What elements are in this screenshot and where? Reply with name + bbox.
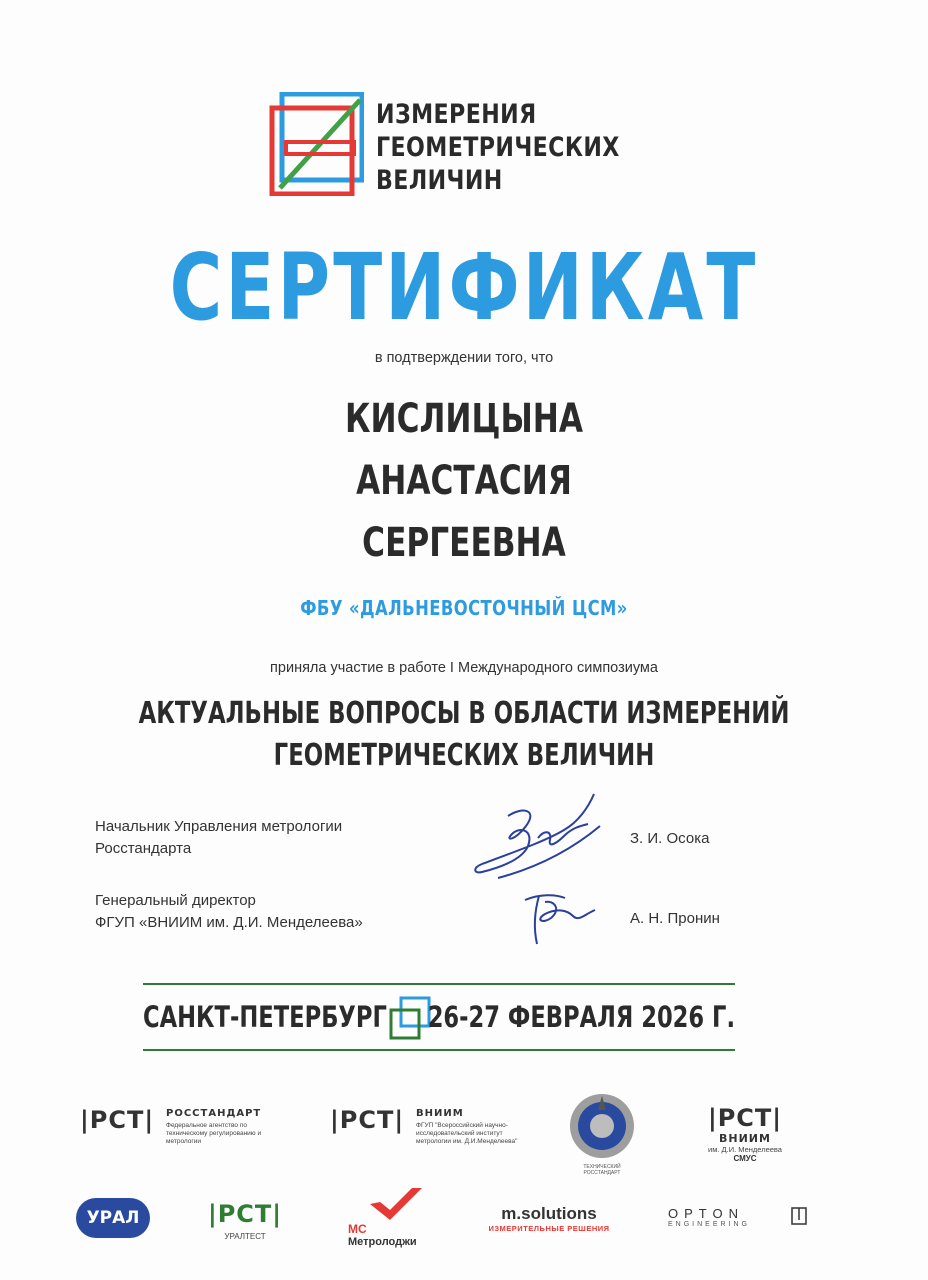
symposium-topic-line-1: АКТУАЛЬНЫЕ ВОПРОСЫ В ОБЛАСТИ ИЗМЕРЕНИЙ: [138, 696, 790, 731]
signatory-1-position-line-1: Начальник Управления метрологии: [95, 818, 343, 835]
signatory-2-position-line-1: Генеральный директор: [95, 892, 256, 909]
uraltest-name: УРАЛТЕСТ: [224, 1232, 266, 1241]
participation-text: приняла участие в работе I Международного симпозиума: [270, 660, 658, 676]
recipient-last-name: КИСЛИЦЫНА: [344, 396, 584, 442]
vniim-smus-name: ВНИИМ: [719, 1132, 771, 1145]
vniim-smus-logo: [700, 1104, 790, 1188]
signatory-1-position: [95, 816, 342, 860]
vniim-logo: [330, 1104, 530, 1148]
mc-check-icon: [366, 1186, 426, 1224]
opton-logo: [668, 1206, 808, 1236]
event-line: [143, 990, 735, 1054]
uraltest-logo: [205, 1200, 285, 1250]
vniim-rst-mark: |РСТ|: [330, 1106, 405, 1134]
technical-badge-text: ТЕХНИЧЕСКИЙ РОССТАНДАРТ: [583, 1164, 621, 1176]
m-solutions-name: m.solutions: [501, 1204, 597, 1223]
signatory-1-name: З. И. Осока: [630, 830, 710, 847]
uraltest-rst-mark: |РСТ|: [207, 1200, 283, 1228]
rst-mark: |РСТ|: [80, 1106, 155, 1134]
vniim-smus-rst-mark: |РСТ|: [707, 1104, 783, 1132]
confirmation-text: в подтверждении того, что: [374, 350, 554, 366]
logo-line-1: ИЗМЕРЕНИЯ: [376, 99, 537, 130]
signatory-2-position: [95, 890, 363, 934]
symposium-logo-mark-icon: [268, 92, 364, 196]
opton-name: OPTON: [668, 1206, 744, 1221]
m-solutions-logo: [486, 1204, 612, 1240]
mc-name: МС: [348, 1222, 367, 1236]
opton-machine-icon: [790, 1206, 808, 1226]
vniim-name: ВНИИМ: [416, 1108, 464, 1119]
technical-badge-icon: [566, 1090, 638, 1162]
logo-line-2: ГЕОМЕТРИЧЕСКИХ: [376, 132, 620, 163]
ural-logo: УРАЛ: [76, 1198, 150, 1238]
signatory-2-name: А. Н. Пронин: [630, 910, 720, 927]
signatory-2-position-line-2: ФГУП «ВНИИМ им. Д.И. Менделеева»: [95, 914, 363, 931]
rosstandart-desc: Федеральное агентство по техническому регулированию и метрологии: [166, 1122, 262, 1145]
vniim-desc: ФГУП "Всероссийский научно-исследовательский институт метрологии им. Д.И.Менделеева": [416, 1122, 518, 1145]
recipient-first-name: АНАСТАСИЯ: [356, 458, 572, 504]
logo-line-3: ВЕЛИЧИН: [376, 165, 503, 196]
event-city: САНКТ-ПЕТЕРБУРГ: [143, 1000, 387, 1034]
signature-2-icon: [515, 880, 605, 952]
symposium-logo-text: [376, 98, 620, 197]
recipient-middle-name: СЕРГЕЕВНА: [362, 520, 566, 566]
signatory-1-position-line-2: Росстандарта: [95, 840, 192, 857]
symposium-logo: [268, 92, 620, 202]
rosstandart-logo: [80, 1104, 280, 1148]
vniim-smus-sub: им. Д.И. Менделеева: [708, 1145, 782, 1154]
mc-sub: Метролоджи: [348, 1236, 417, 1248]
recipient-organization: ФБУ «ДАЛЬНЕВОСТОЧНЫЙ ЦСМ»: [300, 596, 628, 620]
mc-metrology-logo: [348, 1186, 434, 1252]
m-solutions-sub: ИЗМЕРИТЕЛЬНЫЕ РЕШЕНИЯ: [488, 1224, 610, 1233]
signature-1-icon: [468, 786, 608, 890]
bottom-divider: [143, 1049, 735, 1051]
opton-sub: ENGINEERING: [668, 1221, 751, 1228]
event-dates: 26-27 ФЕВРАЛЯ 2026 Г.: [427, 1000, 735, 1034]
symposium-topic-line-2: ГЕОМЕТРИЧЕСКИХ ВЕЛИЧИН: [273, 738, 655, 773]
top-divider: [143, 983, 735, 985]
certificate-title: СЕРТИФИКАТ: [169, 234, 759, 341]
vniim-smus-smus: СМУС: [733, 1154, 757, 1163]
rosstandart-name: РОССТАНДАРТ: [166, 1108, 262, 1119]
